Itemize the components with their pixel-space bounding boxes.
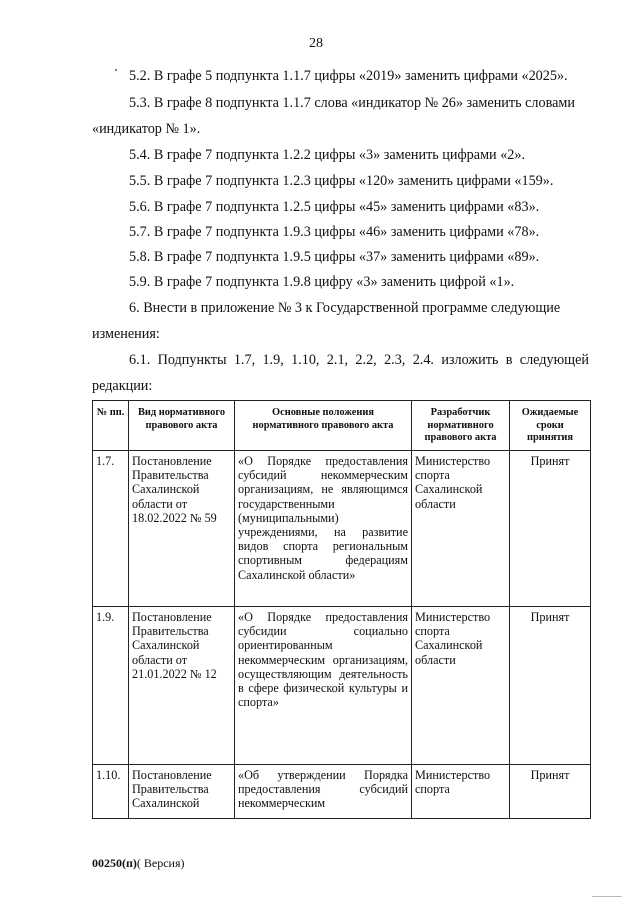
row-status: Принят (510, 451, 591, 607)
paragraph-5-4: 5.4. В графе 7 подпункта 1.2.2 цифры «3» заменить цифрами «2». (129, 147, 526, 163)
table-row (93, 765, 591, 819)
row-developer: Министерство спорта (412, 765, 510, 819)
row-num: 1.7. (93, 451, 129, 607)
document-version: ( Версия) (136, 856, 185, 870)
paragraph-5-3-cont: «индикатор № 1». (92, 121, 201, 137)
row-main: «Об утверждении Порядка предоставления субсидий некоммерческим (235, 765, 412, 819)
document-footer (92, 856, 185, 871)
paragraph-6-cont: изменения: (92, 326, 160, 342)
row-num: 1.10. (93, 765, 129, 819)
row-developer: Министерство спорта Сахалинской области (412, 607, 510, 765)
table-row (93, 451, 591, 607)
table-row (93, 607, 591, 765)
paragraph-5-8: 5.8. В графе 7 подпункта 1.9.5 цифры «37» заменить цифрами «89». (129, 249, 540, 265)
row-main: «О Порядке предоставления субсидий некоммерческим организациям, не являющимся государственными (муниципальными) учреждениями, на развитие видов спорта региональным спортивным федерациям Сахалинской области» (235, 451, 412, 607)
table-header-row (93, 401, 591, 451)
header-status: Ожидаемые сроки принятия (510, 401, 591, 451)
row-status: Принят (510, 765, 591, 819)
paragraph-5-2: 5.2. В графе 5 подпункта 1.1.7 цифры «2019» заменить цифрами «2025». (129, 68, 568, 84)
row-developer: Министерство спорта Сахалинской области (412, 451, 510, 607)
paragraph-5-7: 5.7. В графе 7 подпункта 1.9.3 цифры «46» заменить цифрами «78». (129, 224, 540, 240)
scan-edge-mark (592, 896, 622, 897)
document-code: 00250(п) (92, 856, 137, 870)
header-kind: Вид нормативного правового акта (129, 401, 235, 451)
row-kind: Постановление Правительства Сахалинской (129, 765, 235, 819)
paragraph-5-6: 5.6. В графе 7 подпункта 1.2.5 цифры «45» заменить цифрами «83». (129, 199, 540, 215)
header-num: № пп. (93, 401, 129, 451)
acts-table (92, 400, 591, 819)
row-main: «О Порядке предоставления субсидии социально ориентированным некоммерческим организациям, осуществляющим деятельность в сфере физической культуры и спорта» (235, 607, 412, 765)
paragraph-5-5: 5.5. В графе 7 подпункта 1.2.3 цифры «120» заменить цифрами «159». (129, 173, 554, 189)
paragraph-6-1: 6.1. Подпункты 1.7, 1.9, 1.10, 2.1, 2.2, 2.3, 2.4. изложить в следующей (129, 352, 589, 368)
header-main: Основные положения нормативного правового акта (235, 401, 412, 451)
row-num: 1.9. (93, 607, 129, 765)
page-number: 28 (309, 36, 323, 51)
row-kind: Постановление Правительства Сахалинской области от 21.01.2022 № 12 (129, 607, 235, 765)
scan-speck (115, 69, 117, 71)
paragraph-5-9: 5.9. В графе 7 подпункта 1.9.8 цифру «3» заменить цифрой «1». (129, 274, 515, 290)
paragraph-5-3: 5.3. В графе 8 подпункта 1.1.7 слова «индикатор № 26» заменить словами (129, 95, 575, 111)
row-status: Принят (510, 607, 591, 765)
paragraph-6-1-cont: редакции: (92, 378, 153, 394)
header-developer: Разработчик нормативного правового акта (412, 401, 510, 451)
paragraph-6: 6. Внести в приложение № 3 к Государственной программе следующие (129, 300, 561, 316)
row-kind: Постановление Правительства Сахалинской области от 18.02.2022 № 59 (129, 451, 235, 607)
